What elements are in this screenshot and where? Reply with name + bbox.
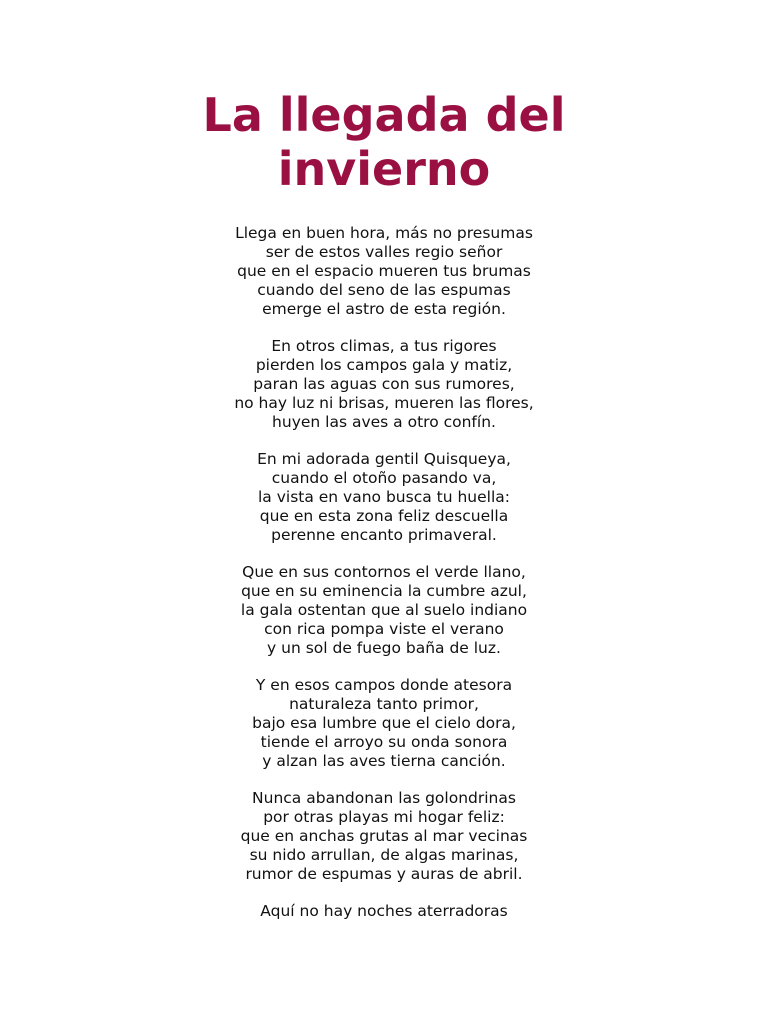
stanza-6 (0, 789, 768, 884)
poem-title-line-2: invierno (277, 142, 491, 196)
stanza-5 (0, 676, 768, 771)
poem-line: por otras playas mi hogar feliz: (263, 808, 505, 826)
poem-line: bajo esa lumbre que el cielo dora, (252, 714, 516, 732)
stanza-2 (0, 337, 768, 432)
poem-line: Nunca abandonan las golondrinas (252, 789, 516, 807)
poem-line: naturaleza tanto primor, (289, 695, 479, 713)
poem-line: y un sol de fuego baña de luz. (267, 639, 501, 657)
poem-line: rumor de espumas y auras de abril. (245, 865, 523, 883)
poem-line: cuando del seno de las espumas (257, 281, 511, 299)
stanza-7 (0, 902, 768, 921)
poem-line: Y en esos campos donde atesora (255, 676, 513, 694)
poem-line: la vista en vano busca tu huella: (257, 488, 510, 506)
poem-line: su nido arrullan, de algas marinas, (249, 846, 519, 864)
poem-line: emerge el astro de esta región. (262, 300, 506, 318)
poem-title-line-1: La llegada del (202, 88, 566, 142)
poem-line: perenne encanto primaveral. (271, 526, 497, 544)
poem-line: que en el espacio mueren tus brumas (237, 262, 531, 280)
poem-line: En otros climas, a tus rigores (271, 337, 497, 355)
poem-line: tiende el arroyo su onda sonora (260, 733, 508, 751)
poem-line: que en su eminencia la cumbre azul, (241, 582, 527, 600)
poem-line: pierden los campos gala y matiz, (255, 356, 513, 374)
poem-line: ser de estos valles regio señor (265, 243, 503, 261)
poem-line: con rica pompa viste el verano (264, 620, 504, 638)
stanza-3 (0, 450, 768, 545)
poem-line: que en anchas grutas al mar vecinas (240, 827, 528, 845)
poem-line: que en esta zona feliz descuella (259, 507, 509, 525)
poem-line: En mi adorada gentil Quisqueya, (257, 450, 511, 468)
poem-body (0, 224, 768, 939)
poem-title (0, 88, 768, 196)
poem-line: no hay luz ni brisas, mueren las flores, (234, 394, 534, 412)
poem-line: y alzan las aves tierna canción. (262, 752, 506, 770)
poem-line: Llega en buen hora, más no presumas (235, 224, 533, 242)
poem-line: paran las aguas con sus rumores, (253, 375, 515, 393)
poem-line: huyen las aves a otro confín. (272, 413, 496, 431)
stanza-4 (0, 563, 768, 658)
stanza-1 (0, 224, 768, 319)
poem-line: la gala ostentan que al suelo indiano (240, 601, 528, 619)
poem-line: cuando el otoño pasando va, (271, 469, 497, 487)
poem-line: Aquí no hay noches aterradoras (260, 902, 508, 920)
poem-line: Que en sus contornos el verde llano, (242, 563, 526, 581)
